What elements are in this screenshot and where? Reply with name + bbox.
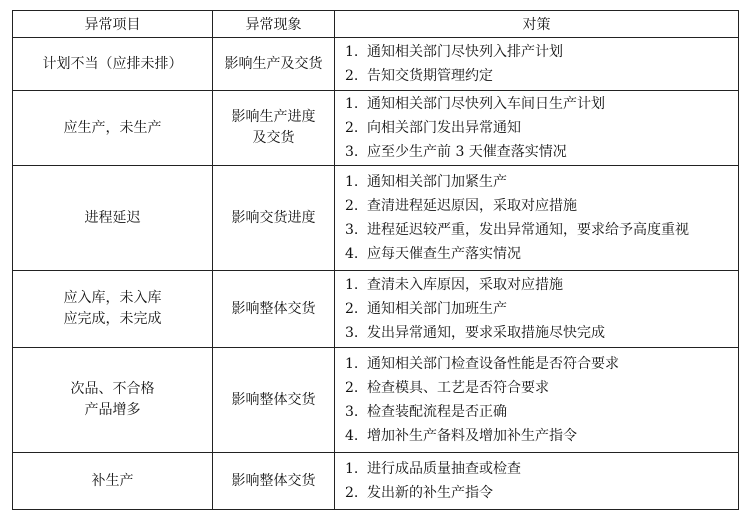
cell-measures — [335, 166, 739, 271]
measure-item — [345, 64, 738, 88]
measure-text: 增加补生产备料及增加补生产指令 — [367, 428, 577, 444]
measure-text: 查清未入库原因，采取对应措施 — [367, 277, 563, 293]
measure-text: 发出异常通知，要求采取措施尽快完成 — [367, 325, 605, 341]
measures-list — [335, 170, 738, 266]
measure-item — [345, 116, 738, 140]
measure-item — [345, 273, 738, 297]
cell-measures — [335, 91, 739, 166]
table-row — [13, 38, 739, 91]
cell-phenomenon — [213, 91, 335, 166]
table-row — [13, 166, 739, 271]
measure-item — [345, 170, 738, 194]
measure-text: 通知相关部门加紧生产 — [367, 174, 507, 190]
measure-item — [345, 457, 738, 481]
measure-number: 1. — [345, 356, 359, 372]
table-row — [13, 453, 739, 510]
measure-number: 3. — [345, 404, 359, 420]
measure-text: 向相关部门发出异常通知 — [367, 120, 521, 136]
measure-number: 1. — [345, 174, 359, 190]
measure-number: 2. — [345, 485, 359, 501]
phenomenon-text: 影响整体交货 — [231, 300, 316, 317]
measures-list — [335, 273, 738, 345]
cell-phenomenon — [213, 38, 335, 91]
measure-number: 2. — [345, 380, 359, 396]
measure-item — [345, 352, 738, 376]
measure-item — [345, 242, 738, 266]
measure-text: 发出新的补生产指令 — [367, 485, 493, 501]
measure-item — [345, 40, 738, 64]
phenomenon-text: 影响交货进度 — [231, 209, 316, 226]
measure-number: 1. — [345, 277, 359, 293]
table-row — [13, 271, 739, 348]
measure-number: 1. — [345, 461, 359, 477]
measure-item — [345, 140, 738, 164]
measure-text: 通知相关部门尽快列入车间日生产计划 — [367, 96, 605, 112]
measure-text: 通知相关部门尽快列入排产计划 — [367, 44, 563, 60]
cell-phenomenon — [213, 166, 335, 271]
measures-list — [335, 457, 738, 505]
measure-item — [345, 376, 738, 400]
measure-text: 检查模具、工艺是否符合要求 — [367, 380, 549, 396]
measure-number: 1. — [345, 44, 359, 60]
cell-item — [13, 453, 213, 510]
measure-number: 3. — [345, 144, 359, 160]
measure-item — [345, 194, 738, 218]
cell-phenomenon — [213, 348, 335, 453]
measure-text: 进行成品质量抽查或检查 — [367, 461, 521, 477]
measure-text: 通知相关部门加班生产 — [367, 301, 507, 317]
measure-item — [345, 424, 738, 448]
table-row — [13, 348, 739, 453]
phenomenon-text: 影响整体交货 — [231, 472, 316, 489]
measure-text: 通知相关部门检查设备性能是否符合要求 — [367, 356, 619, 372]
item-text: 进程延迟 — [84, 209, 141, 226]
measures-list — [335, 92, 738, 164]
measure-text: 应至少生产前 3 天催查落实情况 — [367, 144, 567, 160]
cell-item — [13, 348, 213, 453]
measure-item — [345, 400, 738, 424]
measure-item — [345, 297, 738, 321]
measure-number: 1. — [345, 96, 359, 112]
measure-number: 3. — [345, 222, 359, 238]
measure-item — [345, 481, 738, 505]
measure-item — [345, 92, 738, 116]
measure-item — [345, 321, 738, 345]
table-row — [13, 91, 739, 166]
measure-text: 进程延迟较严重，发出异常通知，要求给予高度重视 — [367, 222, 689, 238]
measure-number: 4. — [345, 246, 359, 262]
measure-number: 2. — [345, 68, 359, 84]
measures-list — [335, 40, 738, 88]
item-text: 计划不当（应排未排） — [42, 55, 183, 72]
measure-text: 应每天催查生产落实情况 — [367, 246, 521, 262]
cell-measures — [335, 271, 739, 348]
cell-measures — [335, 38, 739, 91]
header-item: 异常项目 — [13, 11, 213, 38]
item-text: 应生产，未生产 — [63, 119, 162, 136]
header-row — [13, 11, 739, 38]
item-text: 补生产 — [91, 472, 134, 489]
cell-phenomenon — [213, 271, 335, 348]
measure-number: 4. — [345, 428, 359, 444]
cell-item — [13, 271, 213, 348]
measure-item — [345, 218, 738, 242]
cell-measures — [335, 348, 739, 453]
cell-item — [13, 91, 213, 166]
phenomenon-text: 影响整体交货 — [231, 391, 316, 408]
measure-number: 2. — [345, 120, 359, 136]
measure-text: 告知交货期管理约定 — [367, 68, 493, 84]
cell-measures — [335, 453, 739, 510]
measure-number: 3. — [345, 325, 359, 341]
header-measures: 对策 — [335, 11, 739, 38]
abnormal-handling-table — [12, 10, 739, 510]
header-phenomenon: 异常现象 — [213, 11, 335, 38]
item-text: 次品、不合格 产品增多 — [70, 381, 155, 418]
phenomenon-text: 影响生产进度 及交货 — [231, 109, 316, 146]
measure-text: 查清进程延迟原因，采取对应措施 — [367, 198, 577, 214]
phenomenon-text: 影响生产及交货 — [224, 55, 323, 72]
cell-item — [13, 166, 213, 271]
measures-list — [335, 352, 738, 448]
cell-item — [13, 38, 213, 91]
cell-phenomenon — [213, 453, 335, 510]
measure-number: 2. — [345, 301, 359, 317]
measure-text: 检查装配流程是否正确 — [367, 404, 507, 420]
item-text: 应入库，未入库 应完成，未完成 — [63, 290, 162, 327]
measure-number: 2. — [345, 198, 359, 214]
